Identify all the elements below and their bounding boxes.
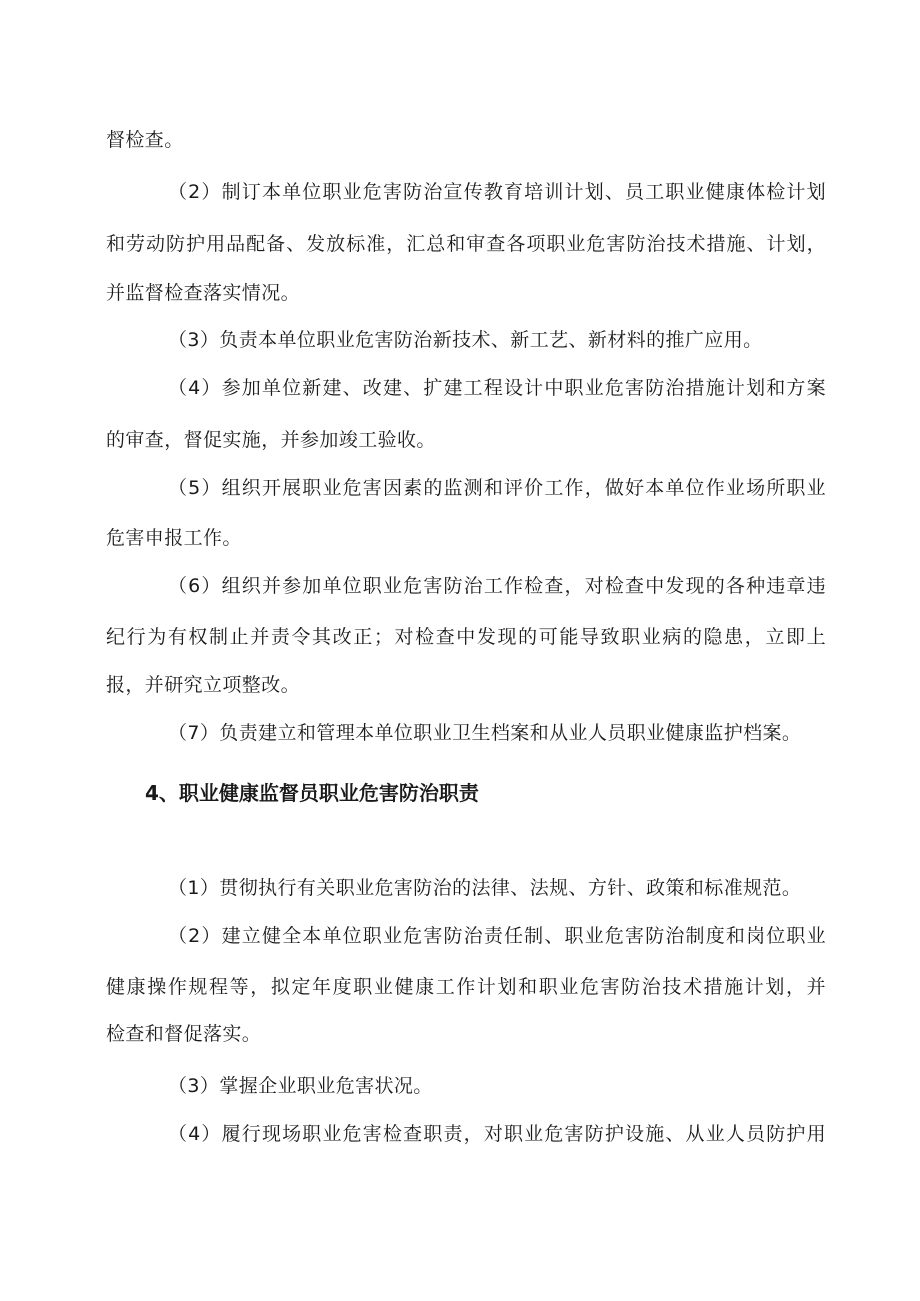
section4-item-2-line-3: 检查和督促落实。	[106, 1023, 262, 1045]
section4-item-4-line-1: （4）履行现场职业危害检查职责，对职业危害防护设施、从业人员防护用	[168, 1123, 826, 1145]
section4-item-3: （3）掌握企业职业危害状况。	[168, 1075, 433, 1097]
list-item-6-line-1: （6）组织并参加单位职业危害防治工作检查，对检查中发现的各种违章违	[168, 575, 826, 597]
section-heading: 4、职业健康监督员职业危害防治职责	[145, 781, 479, 805]
text-line: 督检查。	[106, 129, 184, 151]
list-item-5-line-1: （5）组织开展职业危害因素的监测和评价工作，做好本单位作业场所职业	[168, 477, 826, 499]
list-item-3: （3）负责本单位职业危害防治新技术、新工艺、新材料的推广应用。	[168, 329, 763, 351]
list-item-6-line-3: 报，并研究立项整改。	[106, 674, 301, 696]
list-item-2-line-1: （2）制订本单位职业危害防治宣传教育培训计划、员工职业健康体检计划	[168, 181, 826, 203]
section4-item-1: （1）贯彻执行有关职业危害防治的法律、法规、方针、政策和标准规范。	[168, 877, 802, 899]
list-item-4-line-2: 的审查，督促实施，并参加竣工验收。	[106, 429, 436, 451]
list-item-4-line-1: （4）参加单位新建、改建、扩建工程设计中职业危害防治措施计划和方案	[168, 377, 826, 399]
list-item-2-line-3: 并监督检查落实情况。	[106, 282, 301, 304]
section4-item-2-line-1: （2）建立健全本单位职业危害防治责任制、职业危害防治制度和岗位职业	[168, 925, 826, 947]
section4-item-2-line-2: 健康操作规程等，拟定年度职业健康工作计划和职业危害防治技术措施计划，并	[106, 976, 826, 998]
list-item-6-line-2: 纪行为有权制止并责令其改正；对检查中发现的可能导致职业病的隐患，立即上	[106, 626, 826, 648]
list-item-2-line-2: 和劳动防护用品配备、发放标准，汇总和审查各项职业危害防治技术措施、计划，	[106, 233, 826, 255]
list-item-7: （7）负责建立和管理本单位职业卫生档案和从业人员职业健康监护档案。	[168, 722, 802, 744]
list-item-5-line-2: 危害申报工作。	[106, 527, 242, 549]
